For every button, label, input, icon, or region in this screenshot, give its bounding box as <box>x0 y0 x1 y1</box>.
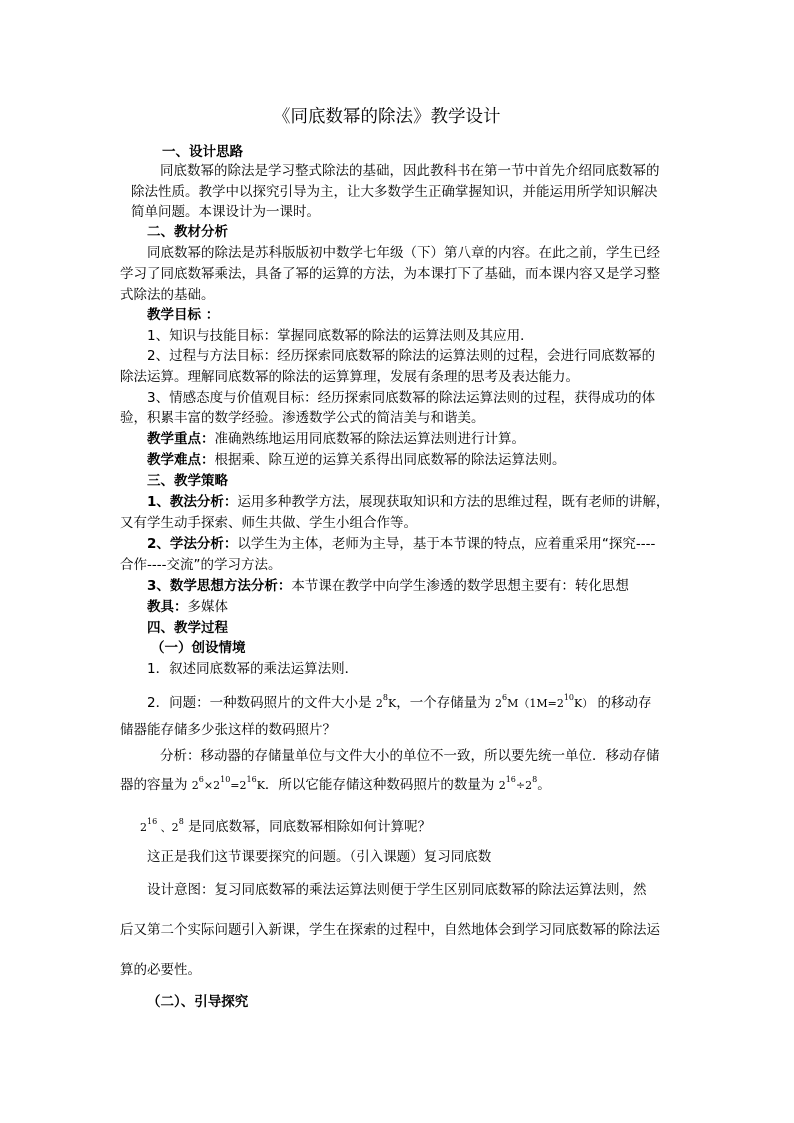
analysis-line: 器的容量为 $2^6\times 2^{10}=2^{16}K$．所以它能存储这种数码照片的数量为 $2^{16}\div 2^8$。 <box>120 775 551 793</box>
paragraph-line: 除法性质。教学中以探究引导为主，让大多数学生正确掌握知识，并能运用所学知识解决 <box>131 184 658 200</box>
section-heading-textbook: 二、教材分析 <box>147 224 228 240</box>
design-intent-line: 设计意图：复习同底数幂的乘法运算法则便于学生区别同底数幂的除法运算法则，然 <box>147 882 647 898</box>
design-intent-line: 算的必要性。 <box>120 962 201 978</box>
goal-item: 2、过程与方法目标：经历探索同底数幂的除法的运算法则的过程，会进行同底数幂的 <box>147 348 656 364</box>
strategy-text: 以学生为主体，老师为主导，基于本节课的特点，应着重采用“探究---- <box>237 536 656 552</box>
tools-item <box>147 598 228 616</box>
strategy-text: 本节课在教学中向学生渗透的数学思想主要有：转化思想 <box>291 578 629 594</box>
goal-item: 验，积累丰富的数学经验。渗透数学公式的简洁美与和谐美。 <box>120 410 485 426</box>
subheading-explore: （二）、引导探究 <box>147 994 249 1010</box>
question-2-cont: 储器能存储多少张这样的数码照片？ <box>120 722 336 738</box>
difficult-point <box>147 451 566 469</box>
goal-item: 除法运算。理解同底数幂的除法的运算算理，发展有条理的思考及表达能力。 <box>120 369 579 385</box>
goal-item: 3、情感态度与价值观目标：经历探索同底数幂的除法运算法则的过程，获得成功的体 <box>147 390 656 406</box>
subheading-scenario: （一）创设情境 <box>151 640 246 656</box>
paragraph-line: 同底数幂的除法是苏科版版初中数学七年级（下）第八章的内容。在此之前，学生已经 <box>147 245 660 261</box>
question-1: 1．叙述同底数幂的乘法运算法则． <box>147 661 359 677</box>
tools-label: 教具： <box>147 599 188 615</box>
strategy-label: 2、学法分析： <box>147 536 238 552</box>
key-point-text: 准确熟练地运用同底数幂的除法运算法则进行计算。 <box>214 431 525 447</box>
question-2: 2．问题：一种数码照片的文件大小是 $2^8K$，一个存储量为 $2^6M(1M=2^{10}K)$ 的移动存 <box>147 693 652 711</box>
strategy-item <box>147 535 655 553</box>
difficult-point-text: 根据乘、除互逆的运算关系得出同底数幂的除法运算法则。 <box>214 452 566 468</box>
paragraph-line: 简单问题。本课设计为一课时。 <box>131 204 320 220</box>
analysis-line: 分析：移动器的存储量单位与文件大小的单位不一致，所以要先统一单位．移动存储 <box>160 748 660 764</box>
key-point-label: 教学重点： <box>147 431 215 447</box>
strategy-label: 1、教法分析： <box>147 494 238 510</box>
page-title: 《同底数幂的除法》教学设计 <box>273 107 501 127</box>
strategy-text: 运用多种教学方法，展现获取知识和方法的思维过程，既有老师的讲解， <box>237 494 670 510</box>
section-heading-process: 四、教学过程 <box>147 620 228 636</box>
goal-item: 1、知识与技能目标：掌握同底数幂的除法的运算法则及其应用． <box>147 328 534 344</box>
paragraph-line: 式除法的基础。 <box>120 287 215 303</box>
intro-line: 这正是我们这节课要探究的问题。（引入课题）复习同底数 <box>147 849 492 865</box>
design-intent-line: 后又第二个实际问题引入新课，学生在探索的过程中，自然地体会到学习同底数幂的除法运 <box>120 922 660 938</box>
key-point <box>147 430 525 448</box>
section-heading-design: 一、设计思路 <box>162 144 243 160</box>
tools-text: 多媒体 <box>187 599 228 615</box>
paragraph-line: 同底数幂的除法是学习整式除法的基础，因此教科书在第一节中首先介绍同底数幂的 <box>160 163 660 179</box>
strategy-item <box>147 493 669 511</box>
difficult-point-label: 教学难点： <box>147 452 215 468</box>
question-3: $2^{16}$ 、$2^8$ 是同底数幂，同底数幂相除如何计算呢？ <box>140 817 432 835</box>
strategy-text: 又有学生动手探索、师生共做、学生小组合作等。 <box>120 515 417 531</box>
strategy-item <box>147 577 629 595</box>
strategy-label: 3、数学思想方法分析： <box>147 578 292 594</box>
paragraph-line: 学习了同底数幂乘法，具备了幂的运算的方法，为本课打下了基础，而本课内容又是学习整 <box>120 266 660 282</box>
goals-heading: 教学目标 ： <box>147 307 220 323</box>
section-heading-strategy: 三、教学策略 <box>147 473 228 489</box>
strategy-text: 合作----交流”的学习方法。 <box>120 557 282 573</box>
